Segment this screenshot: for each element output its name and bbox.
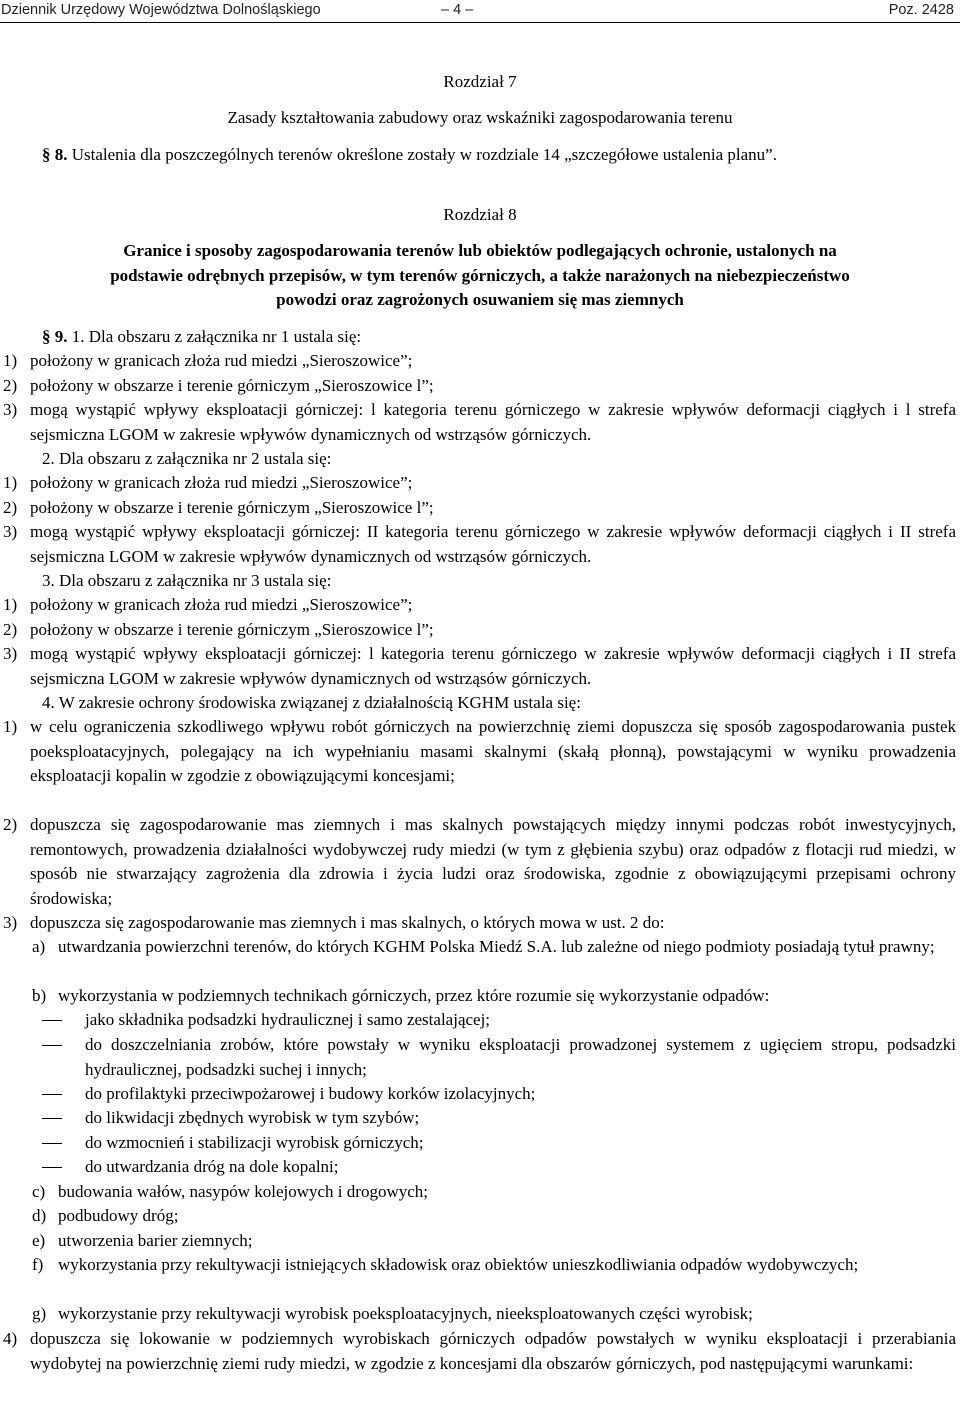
sub-item: d) podbudowy dróg; bbox=[32, 1206, 179, 1225]
dash-item: do likwidacji zbędnych wyrobisk w tym szybów; bbox=[0, 1106, 956, 1131]
list-item: 1) położony w granicach złoża rud miedzi „Sieroszowice”; bbox=[3, 351, 413, 370]
sub-item: b) wykorzystania w podziemnych technikach górniczych, przez które rozumie się wykorzystanie odpadów: bbox=[32, 986, 770, 1005]
sub-item: f) wykorzystania przy rekultywacji istniejących składowisk oraz obiektów unieszkodliwiania odpadów wydobywczych; bbox=[32, 1255, 859, 1274]
list-item: 3) mogą wystąpić wpływy eksploatacji górniczej: l kategoria terenu górniczego w zakresie wpływów deformacji ciągłych i II strefa sejsmiczna LGOM w zakresie wpływów dynamicznych od wstrząsów górniczych. bbox=[3, 644, 956, 688]
chapter-8-subtitle-line-1: Granice i sposoby zagospodarowania terenów lub obiektów podlegających ochronie, ustalonych na bbox=[123, 241, 837, 260]
list-item: 2) położony w obszarze i terenie górniczym „Sieroszowice l”; bbox=[3, 620, 434, 639]
list-item: 4) dopuszcza się lokowanie w podziemnych wyrobiskach górniczych odpadów powstałych w wyniku eksploatacji i przerabiania wydobytej na powierzchnię ziemi rudy miedzi, w zgodzie z koncesjami dla obszarów górniczych, pod następującymi warunkami: bbox=[3, 1329, 956, 1373]
list-item: 3) mogą wystąpić wpływy eksploatacji górniczej: l kategoria terenu górniczego w zakresie wpływów deformacji ciągłych i l strefa sejsmiczna LGOM w zakresie wpływów dynamicznych od wstrząsów górniczych. bbox=[3, 400, 956, 444]
position-number: Poz. 2428 bbox=[888, 2, 954, 18]
page-number: – 4 – bbox=[441, 2, 474, 18]
list-item: 2) dopuszcza się zagospodarowanie mas ziemnych i mas skalnych powstających między innymi podczas robót inwestycyjnych, remontowych, prowadzenia działalności wydobywczej rudy miedzi (w tym z głębienia szybu) oraz odpadów z flotacji rud miedzi, w sposób nie stwarzający zagrożenia dla zdrowia i życia ludzi oraz środowiska, zgodnie z obowiązującymi przepisami ochrony środowiska; bbox=[3, 815, 956, 908]
paragraph-8-number: § 8. bbox=[42, 145, 68, 164]
journal-title: Dziennik Urzędowy Województwa Dolnośląskiego bbox=[1, 2, 321, 18]
chapter-7-subtitle: Zasady kształtowania zabudowy oraz wskaźniki zagospodarowania terenu bbox=[227, 108, 733, 127]
list-item: 2) położony w obszarze i terenie górniczym „Sieroszowice l”; bbox=[3, 376, 434, 395]
list-item: 3) dopuszcza się zagospodarowanie mas ziemnych i mas skalnych, o których mowa w ust. 2 do: bbox=[3, 913, 665, 932]
list-item: 1) w celu ograniczenia szkodliwego wpływu robót górniczych na powierzchnię ziemi dopuszcza się sposób zagospodarowania pustek poeksploatacyjnych, polegający na ich wypełnianiu masami skalnymi (skałą płonną), powstającymi w wyniku prowadzenia eksploatacji kopalin w zgodzie z obowiązującymi koncesjami; bbox=[3, 717, 956, 785]
section-4-intro: 4. W zakresie ochrony środowiska związanej z działalnością KGHM ustala się: bbox=[42, 693, 581, 712]
dash-icon bbox=[42, 1045, 62, 1046]
sub-item: c) budowania wałów, nasypów kolejowych i drogowych; bbox=[32, 1182, 428, 1201]
dash-icon bbox=[42, 1118, 62, 1119]
list-item: 3) mogą wystąpić wpływy eksploatacji górniczej: II kategoria terenu górniczego w zakresie wpływów deformacji ciągłych i II strefa sejsmiczna LGOM w zakresie wpływów dynamicznych od wstrząsów górniczych. bbox=[3, 522, 956, 566]
section-3-intro: 3. Dla obszaru z załącznika nr 3 ustala się: bbox=[42, 571, 332, 590]
chapter-8-title: Rozdział 8 bbox=[443, 205, 517, 224]
list-item: 1) położony w granicach złoża rud miedzi „Sieroszowice”; bbox=[3, 595, 413, 614]
page-header bbox=[0, 0, 960, 23]
chapter-7-title: Rozdział 7 bbox=[443, 72, 517, 91]
sub-item: e) utworzenia barier ziemnych; bbox=[32, 1231, 253, 1250]
dash-item: do doszczelniania zrobów, które powstały w wyniku eksploatacji prowadzonej systemem z ugięciem stropu, podsadzki hydraulicznej, podsadzki suchej i innych; bbox=[0, 1033, 956, 1082]
dash-icon bbox=[42, 1094, 62, 1095]
dash-item: do utwardzania dróg na dole kopalni; bbox=[0, 1155, 956, 1180]
dash-icon bbox=[42, 1143, 62, 1144]
paragraph-9-section-1-intro bbox=[0, 325, 956, 350]
dash-item: jako składnika podsadzki hydraulicznej i samo zestalającej; bbox=[0, 1008, 956, 1033]
dash-item: do wzmocnień i stabilizacji wyrobisk górniczych; bbox=[0, 1131, 956, 1156]
paragraph-9-number: § 9. bbox=[42, 327, 68, 346]
dash-icon bbox=[42, 1020, 62, 1021]
list-item: 2) położony w obszarze i terenie górniczym „Sieroszowice l”; bbox=[3, 498, 434, 517]
paragraph-8-text: Ustalenia dla poszczególnych terenów określone zostały w rozdziale 14 „szczegółowe ustalenia planu”. bbox=[71, 145, 777, 164]
section-2-intro: 2. Dla obszaru z załącznika nr 2 ustala się: bbox=[42, 449, 332, 468]
dash-item: do profilaktyki przeciwpożarowej i budowy korków izolacyjnych; bbox=[0, 1082, 956, 1107]
chapter-8-subtitle-line-2: podstawie odrębnych przepisów, w tym terenów górniczych, a także narażonych na niebezpieczeństwo bbox=[110, 266, 850, 285]
list-item: 1) położony w granicach złoża rud miedzi „Sieroszowice”; bbox=[3, 473, 413, 492]
paragraph-8 bbox=[0, 143, 956, 168]
sub-item: a) utwardzania powierzchni terenów, do których KGHM Polska Miedź S.A. lub zależne od niego podmioty posiadają tytuł prawny; bbox=[32, 937, 935, 956]
dash-icon bbox=[42, 1167, 62, 1168]
chapter-8-subtitle-line-3: powodzi oraz zagrożonych osuwaniem się mas ziemnych bbox=[276, 290, 684, 309]
section-1-intro-text: 1. Dla obszaru z załącznika nr 1 ustala się: bbox=[71, 327, 362, 346]
sub-item: g) wykorzystanie przy rekultywacji wyrobisk poeksploatacyjnych, nieeksploatowanych części wyrobisk; bbox=[32, 1304, 753, 1323]
